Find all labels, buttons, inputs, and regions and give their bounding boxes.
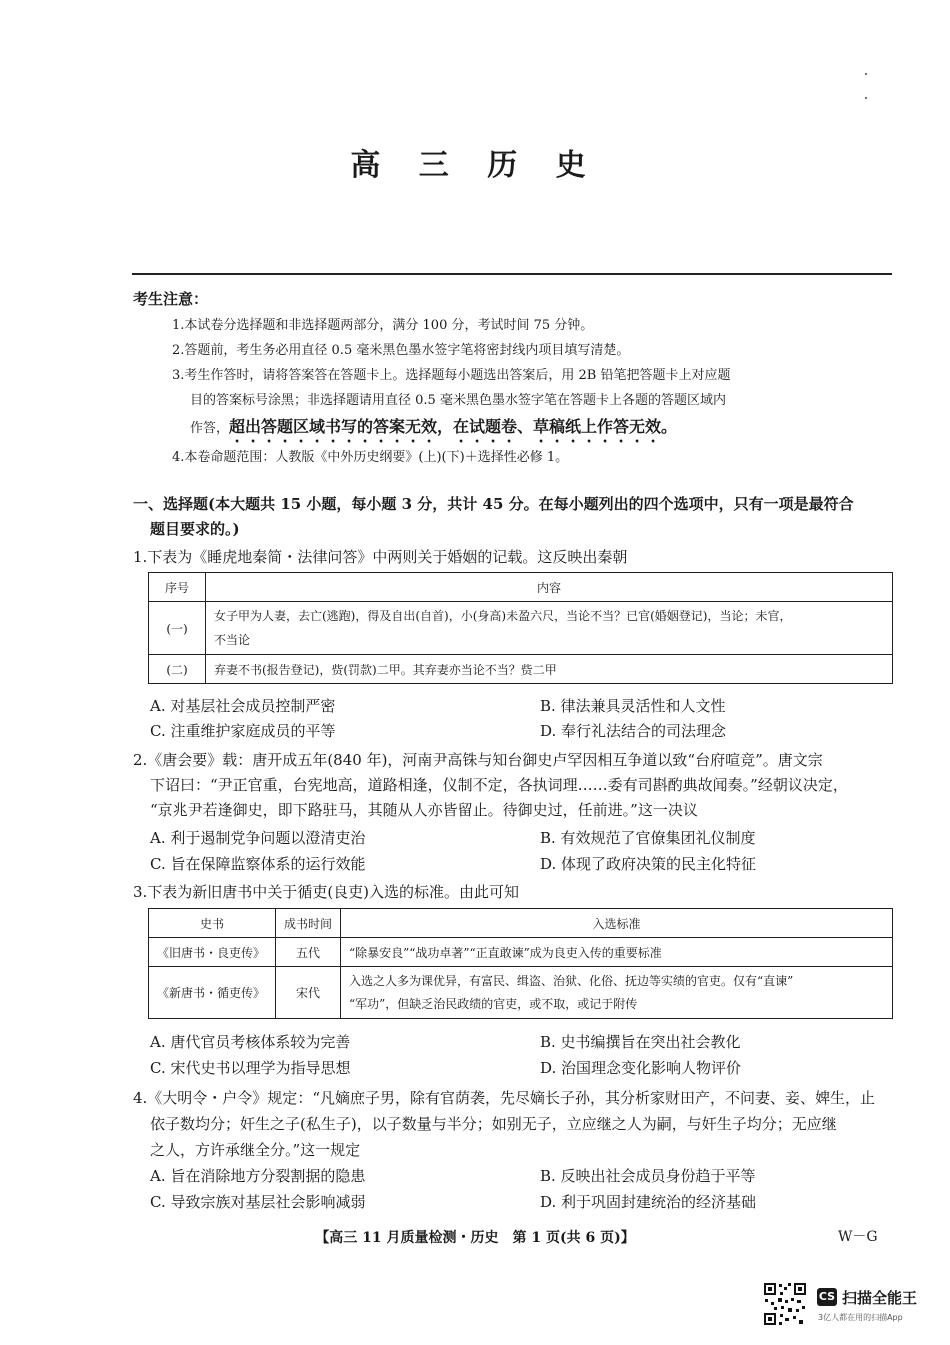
q3-option-d: D. 治国理念变化影响人物评价 (540, 1059, 742, 1077)
section-heading-line-2: 题目要求的。) (150, 520, 240, 538)
q1-option-a: A. 对基层社会成员控制严密 (150, 697, 336, 715)
q4-option-c: C. 导致宗族对基层社会影响减弱 (150, 1193, 366, 1211)
table-row (149, 938, 893, 967)
q1-table (148, 572, 893, 684)
notice-heading: 考生注意： (133, 290, 209, 308)
q3-cell-line: “军功”，但缺乏治民政绩的官吏，或不取，或记于附传 (349, 996, 638, 1011)
q1-col-header-no: 序号 (149, 573, 206, 602)
notice-item-3-emphasis: 超出答题区域书写的答案无效，在试题卷、草稿纸上作答无效。 (229, 417, 678, 436)
q2-stem-line-1: 2.《唐会要》载：唐开成五年(840 年)，河南尹高铢与知台御史卢罕因相互争道以致“台府喧竞”。唐文宗 (133, 751, 823, 769)
scanner-logo-icon: CS (817, 1288, 837, 1306)
q2-option-a: A. 利于遏制党争问题以澄清吏治 (150, 829, 366, 847)
q3-cell: “除暴安良”“战功卓著”“正直敢谏”成为良吏入传的重要标准 (341, 938, 893, 967)
q3-table (148, 908, 893, 1019)
q3-cell: 宋代 (276, 967, 341, 1019)
scanner-tagline: 3亿人都在用的扫描App (818, 1313, 903, 1322)
table-row (149, 967, 893, 1019)
q3-option-c: C. 宋代史书以理学为指导思想 (150, 1059, 351, 1077)
q4-option-a: A. 旨在消除地方分裂割据的隐患 (150, 1167, 366, 1185)
q4-stem-line-3: 之人，方许承继全分。”这一规定 (150, 1141, 361, 1159)
table-row (149, 655, 893, 684)
q1-stem: 1.下表为《睡虎地秦简・法律问答》中两则关于婚姻的记载。这反映出秦朝 (133, 548, 628, 566)
table-row (149, 602, 893, 655)
qr-code-icon (763, 1282, 807, 1326)
page-footer: 【高三 11 月质量检测・历史 第 1 页(共 6 页)】 (315, 1230, 635, 1246)
notice-item-3-line-2: 目的答案标号涂黑；非选择题请用直径 0.5 毫米黑色墨水签字笔在答题卡上各题的答题区域内 (190, 393, 726, 408)
q3-option-b: B. 史书编撰旨在突出社会教化 (540, 1033, 741, 1051)
notice-item-3-prefix: 作答， (190, 421, 230, 436)
q3-cell: 《新唐书・循吏传》 (149, 967, 276, 1019)
q3-col-header-book: 史书 (149, 909, 276, 938)
q1-option-d: D. 奉行礼法结合的司法理念 (540, 722, 727, 740)
notice-item-1: 1.本试卷分选择题和非选择题两部分，满分 100 分，考试时间 75 分钟。 (172, 318, 594, 333)
q3-cell (341, 967, 893, 1019)
q3-option-a: A. 唐代官员考核体系较为完善 (150, 1033, 351, 1051)
q2-option-c: C. 旨在保障监察体系的运行效能 (150, 855, 366, 873)
q4-option-b: B. 反映出社会成员身份趋于平等 (540, 1167, 756, 1185)
q1-cell: (一) (149, 602, 206, 655)
page-title: 高 三 历 史 (350, 148, 600, 183)
q1-cell: 弃妻不书(报告登记)，赀(罚款)二甲。其弃妻亦当论不当？赀二甲 (206, 655, 893, 684)
section-heading-line-1: 一、选择题(本大题共 15 小题，每小题 3 分，共计 45 分。在每小题列出的四个选项中，只有一项是最符合 (133, 495, 854, 513)
registration-marks (862, 68, 872, 112)
q3-col-header-time: 成书时间 (276, 909, 341, 938)
notice-item-4: 4.本卷命题范围：人教版《中外历史纲要》(上)(下)＋选择性必修 1。 (172, 450, 569, 465)
notice-item-2: 2.答题前，考生务必用直径 0.5 毫米黑色墨水签字笔将密封线内项目填写清楚。 (172, 343, 630, 358)
q4-stem-line-2: 依子数均分；奸生之子(私生子)，以子数量与半分；如别无子，立应继之人为嗣，与奸生子均分；无应继 (150, 1115, 837, 1133)
q1-cell (206, 602, 893, 655)
q1-col-header-content: 内容 (206, 573, 893, 602)
q3-cell-line: 入选之人多为课优异，有富民、缉盗、治狱、化俗、抚边等实绩的官吏。仅有“直谏” (349, 973, 794, 988)
q2-option-d: D. 体现了政府决策的民主化特征 (540, 855, 757, 873)
q1-option-b: B. 律法兼具灵活性和人文性 (540, 697, 726, 715)
q3-cell: 《旧唐书・良吏传》 (149, 938, 276, 967)
table-row (149, 573, 893, 602)
q2-stem-line-2: 下诏曰：“尹正官重，台宪地高，道路相逢，仪制不定，各执词理……委有司斟酌典故闻奏。”经朝议决定， (150, 776, 848, 794)
title-divider (132, 273, 892, 275)
scanner-brand-name: 扫描全能王 (842, 1289, 918, 1307)
q4-option-d: D. 利于巩固封建统治的经济基础 (540, 1193, 757, 1211)
q2-option-b: B. 有效规范了官僚集团礼仪制度 (540, 829, 756, 847)
q3-cell: 五代 (276, 938, 341, 967)
q4-stem-line-1: 4.《大明令・户令》规定：“凡嫡庶子男，除有官荫袭，先尽嫡长子孙，其分析家财田产，不问妻、妾、婢生，止 (133, 1089, 875, 1107)
q3-col-header-criteria: 入选标准 (341, 909, 893, 938)
q1-cell-line: 不当论 (214, 633, 251, 647)
q1-option-c: C. 注重维护家庭成员的平等 (150, 722, 336, 740)
table-row (149, 909, 893, 938)
notice-item-3-line-1: 3.考生作答时，请将答案答在答题卡上。选择题每小题选出答案后，用 2B 铅笔把答题卡上对应题 (172, 368, 731, 383)
q2-stem-line-3: “京兆尹若逢御史，即下路驻马，其随从人亦皆留止。待御史过，任前进。”这一决议 (150, 801, 698, 819)
q3-stem: 3.下表为新旧唐书中关于循吏(良吏)入选的标准。由此可知 (133, 883, 520, 901)
notice-item-3-line-3 (190, 414, 677, 446)
q1-cell-line: 女子甲为人妻，去亡(逃跑)，得及自出(自首)，小(身高)未盈六尺，当论不当？已官(婚姻登记)，当论；未官， (214, 609, 792, 623)
paper-code: W－G (838, 1229, 878, 1245)
q1-cell: (二) (149, 655, 206, 684)
